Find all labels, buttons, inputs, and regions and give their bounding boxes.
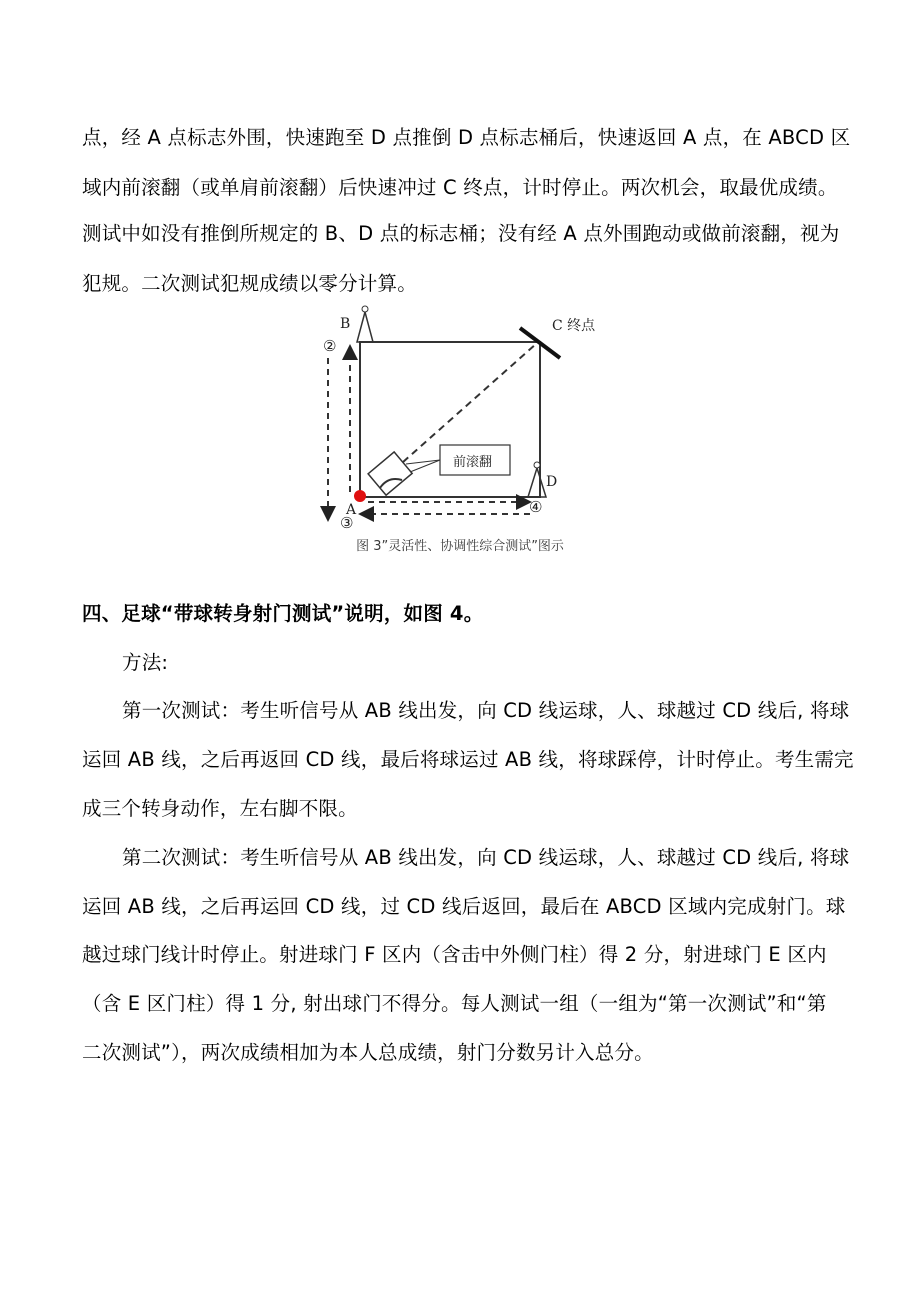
paragraph-line: 第一次测试：考生听信号从 AB 线出发，向 CD 线运球，人、球越过 CD 线后, 将球 — [122, 699, 850, 722]
roll-mat — [368, 452, 412, 495]
label-c: C 终点 — [552, 318, 596, 334]
label-num-3: ③ — [340, 514, 354, 532]
figure-caption: 图 3”灵活性、协调性综合测试”图示 — [356, 539, 564, 554]
start-point-a — [354, 490, 366, 502]
paragraph-line: 越过球门线计时停止。射进球门 F 区内（含击中外侧门柱）得 2 分，射进球门 E 区内 — [82, 943, 827, 966]
section-heading: 四、足球“带球转身射门测试”说明，如图 4。 — [82, 602, 484, 625]
paragraph-line: 二次测试”），两次成绩相加为本人总成绩，射门分数另计入总分。 — [82, 1041, 654, 1064]
label-roll: 前滚翻 — [453, 455, 493, 470]
paragraph-line: 点，经 A 点标志外围，快速跑至 D 点推倒 D 点标志桶后，快速返回 A 点，在 ABCD 区 — [82, 126, 851, 149]
method-label: 方法: — [122, 651, 169, 674]
label-num-2: ② — [323, 337, 337, 355]
label-b: B — [340, 316, 351, 332]
paragraph-line: 域内前滚翻（或单肩前滚翻）后快速冲过 C 终点，计时停止。两次机会，取最优成绩。 — [82, 176, 838, 199]
paragraph-line: （含 E 区门柱）得 1 分, 射出球门不得分。每人测试一组（一组为“第一次测试”和“第 — [82, 992, 827, 1015]
cone-d — [528, 462, 546, 497]
cone-b — [357, 306, 373, 342]
figure-3-diagram — [310, 300, 610, 535]
label-a: A — [346, 502, 357, 518]
paragraph-line: 第二次测试：考生听信号从 AB 线出发，向 CD 线运球，人、球越过 CD 线后, 将球 — [122, 846, 850, 869]
paragraph-line: 成三个转身动作，左右脚不限。 — [82, 797, 358, 820]
paragraph-line: 犯规。二次测试犯规成绩以零分计算。 — [82, 272, 417, 295]
paragraph-line: 测试中如没有推倒所规定的 B、D 点的标志桶；没有经 A 点外围跑动或做前滚翻，视为 — [82, 222, 840, 245]
label-num-4: ④ — [529, 498, 543, 516]
paragraph-line: 运回 AB 线，之后再返回 CD 线，最后将球运过 AB 线，将球踩停，计时停止。考生需完 — [82, 748, 854, 771]
label-d: D — [546, 474, 558, 490]
paragraph-line: 运回 AB 线，之后再运回 CD 线，过 CD 线后返回，最后在 ABCD 区域内完成射门。球 — [82, 895, 846, 918]
